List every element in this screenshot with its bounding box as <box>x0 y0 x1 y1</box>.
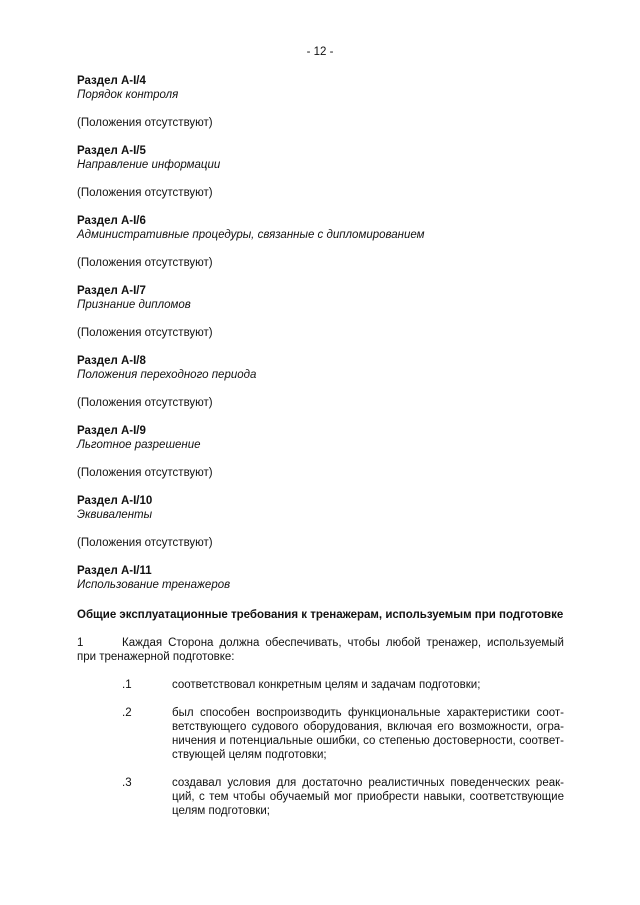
item-text: соответствовал конкретным целям и задачам подготовки; <box>172 679 481 691</box>
document-content <box>77 74 564 832</box>
item-number: .2 <box>122 707 132 719</box>
section-title: Раздел A-I/10 <box>77 495 153 507</box>
section-subtitle: Положения переходного периода <box>77 369 257 381</box>
item-number: .1 <box>122 679 132 691</box>
section-title: Раздел A-I/11 <box>77 565 152 577</box>
page-number: - 12 - <box>306 46 334 58</box>
item-text: был способен воспроизводить функциональные характеристики соответствующего судового оборудования, включая его возможности, ограничения и потенциальные ошибки, со степенью достоверности, соответствующей целям подготовки; <box>172 707 564 761</box>
section-subtitle: Использование тренажеров <box>77 579 231 591</box>
paragraph-number: 1 <box>77 637 84 649</box>
section-a-i-8 <box>77 354 564 410</box>
section-subtitle: Порядок контроля <box>77 89 179 101</box>
section-title: Раздел A-I/9 <box>77 425 146 437</box>
item-text: создавал условия для достаточно реалистичных поведенческих реакций, с тем чтобы обучаемый мог приобрести навыки, соответствующие целям подготовки; <box>172 777 564 817</box>
section-note: (Положения отсутствуют) <box>77 187 213 199</box>
section-a-i-9 <box>77 424 564 480</box>
paragraph-1 <box>77 636 564 664</box>
section-a-i-11 <box>77 564 564 592</box>
section-title: Раздел A-I/4 <box>77 75 146 87</box>
section-subtitle: Эквиваленты <box>77 509 153 521</box>
section-title: Раздел A-I/5 <box>77 145 146 157</box>
section-note: (Положения отсутствуют) <box>77 327 213 339</box>
section-subtitle: Направление информации <box>77 159 221 171</box>
list-item <box>77 776 564 818</box>
section-note: (Положения отсутствуют) <box>77 257 213 269</box>
section-subtitle: Административные процедуры, связанные с дипломированием <box>77 229 425 241</box>
section-title: Раздел A-I/6 <box>77 215 146 227</box>
paragraph-text: Каждая Сторона должна обеспечивать, чтобы любой тренажер, используемый при тренажерной подготовке: <box>77 637 564 663</box>
section-title: Раздел A-I/8 <box>77 355 146 367</box>
list-item <box>77 706 564 762</box>
section-subtitle: Признание дипломов <box>77 299 191 311</box>
requirements-list <box>77 678 564 818</box>
general-requirements-heading: Общие эксплуатационные требования к тренажерам, используемым при подготовке <box>77 609 564 621</box>
section-subtitle: Льготное разрешение <box>77 439 201 451</box>
section-note: (Положения отсутствуют) <box>77 537 213 549</box>
section-a-i-4 <box>77 74 564 130</box>
section-note: (Положения отсутствуют) <box>77 117 213 129</box>
section-title: Раздел A-I/7 <box>77 285 146 297</box>
list-item <box>77 678 564 692</box>
section-a-i-6 <box>77 214 564 270</box>
section-a-i-10 <box>77 494 564 550</box>
section-note: (Положения отсутствуют) <box>77 467 213 479</box>
item-number: .3 <box>122 777 132 789</box>
section-a-i-7 <box>77 284 564 340</box>
section-note: (Положения отсутствуют) <box>77 397 213 409</box>
section-a-i-5 <box>77 144 564 200</box>
